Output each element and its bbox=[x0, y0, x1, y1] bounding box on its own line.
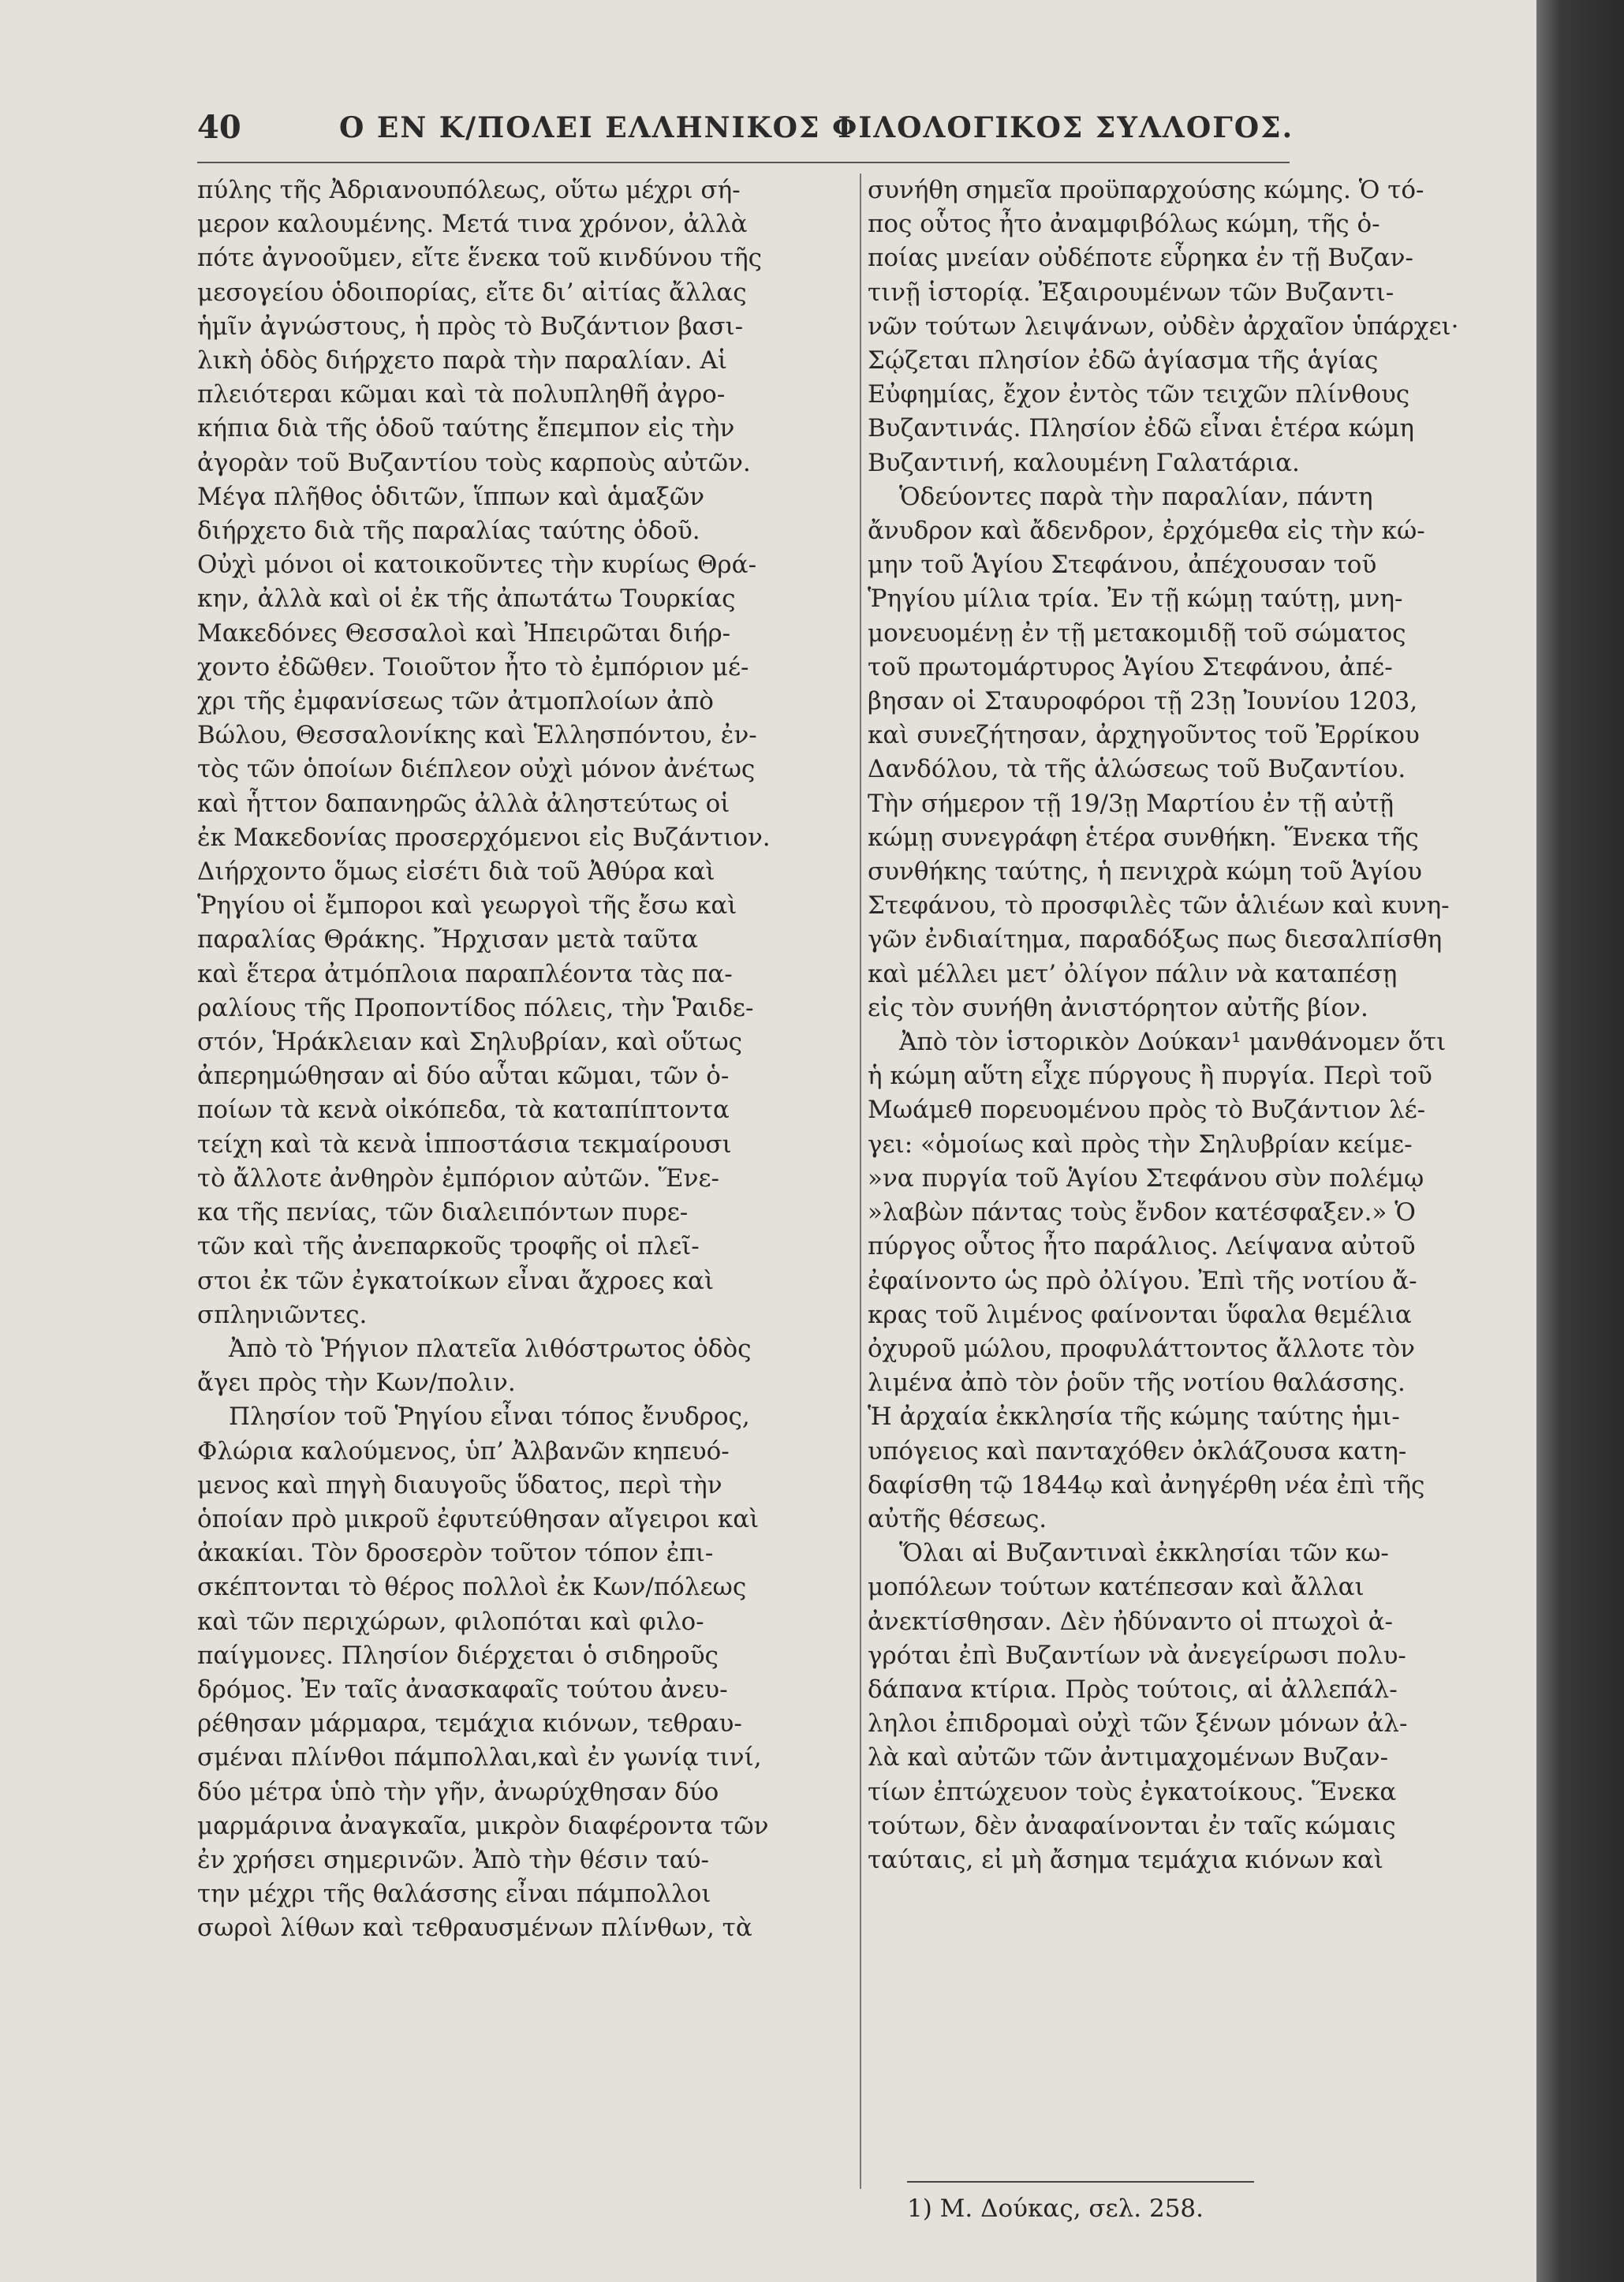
paragraph: Πλησίον τοῦ Ῥηγίου εἶναι τόπος ἔνυδρος, Φλώρια καλούμενος, ὑπ’ Ἀλβανῶν κηπευό- μενος καὶ πηγὴ διαυγοῦς ὕδατος, περὶ τὴν ὁποίαν πρὸ μικροῦ ἐφυτεύθησαν αἴγειροι καὶ ἀκακίαι. Τὸν δροσερὸν τοῦτον τόπον ἐπι- σκέπτονται τὸ θέρος πολλοὶ ἐκ Κων/πόλεως καὶ τῶν περιχώρων, φιλοπόται καὶ φιλο- παίγμονες. Πλησίον διέρχεται ὁ σιδηροῦς δρόμος. Ἐν ταῖς ἀνασκαφαῖς τούτου ἀνευ- ρέθησαν μάρμαρα, τεμάχια κιόνων, τεθραυ- σμέναι πλίνθοι πάμπολλαι,καὶ ἐν γωνίᾳ τινί, δύο μέτρα ὑπὸ τὴν γῆν, ἀνωρύχθησαν δύο μαρμάρινα ἀναγκαῖα, μικρὸν διαφέροντα τῶν ἐν χρήσει σημερινῶν. Ἀπὸ τὴν θέσιν ταύ- την μέχρι τῆς θαλάσσης εἶναι πάμπολλοι σωροὶ λίθων καὶ τεθραυσμένων πλίνθων, τὰ bbox=[197, 1402, 769, 1943]
paragraph: Ἀπὸ τὸ Ῥήγιον πλατεῖα λιθόστρωτος ὁδὸς ἄγει πρὸς τὴν Κων/πολιν. bbox=[197, 1334, 752, 1398]
page-header bbox=[197, 104, 1301, 151]
paragraph: συνήθη σημεῖα προϋπαρχούσης κώμης. Ὁ τό- πος οὗτος ἦτο ἀναμφιβόλως κώμη, τῆς ὁ- ποίας μνείαν οὐδέποτε εὗρηκα ἐν τῇ Βυζαν- τινῇ ἱστορίᾳ. Ἐξαιρουμένων τῶν Βυζαντι- νῶν τούτων λειψάνων, οὐδὲν ἀρχαῖον ὑπάρχει· Σῴζεται πλησίον ἐδῶ ἁγίασμα τῆς ἁγίας Εὐφημίας, ἔχον ἐντὸς τῶν τειχῶν πλίνθους Βυζαντινάς. Πλησίον ἐδῶ εἶναι ἑτέρα κώμη Βυζαντινή, καλουμένη Γαλατάρια. bbox=[868, 176, 1459, 477]
footnote: 1) Μ. Δούκας, σελ. 258. bbox=[907, 2194, 1204, 2223]
paragraph: πύλης τῆς Ἀδριανουπόλεως, οὕτω μέχρι σή- μερον καλουμένης. Μετά τινα χρόνον, ἀλλὰ πότε ἀγνοοῦμεν, εἴτε ἕνεκα τοῦ κινδύνου τῆς μεσογείου ὁδοιπορίας, εἴτε δι’ αἰτίας ἄλλας ἡμῖν ἀγνώστους, ἡ πρὸς τὸ Βυζάντιον βασι- λικὴ ὁδὸς διήρχετο παρὰ τὴν παραλίαν. Αἱ πλειότεραι κῶμαι καὶ τὰ πολυπληθῆ ἀγρο- κήπια διὰ τῆς ὁδοῦ ταύτης ἔπεμπον εἰς τὴν ἀγορὰν τοῦ Βυζαντίου τοὺς καρποὺς αὐτῶν. Μέγα πλῆθος ὁδιτῶν, ἵππων καὶ ἁμαξῶν διήρχετο διὰ τῆς παραλίας ταύτης ὁδοῦ. Οὐχὶ μόνοι οἱ κατοικοῦντες τὴν κυρίως Θρά- κην, ἀλλὰ καὶ οἱ ἐκ τῆς ἀπωτάτω Τουρκίας Μακεδόνες Θεσσαλοὶ καὶ Ἠπειρῶται διήρ- χοντο ἐδῶθεν. Τοιοῦτον ἦτο τὸ ἐμπόριον μέ- χρι τῆς ἐμφανίσεως τῶν ἀτμοπλοίων ἀπὸ Βώλου, Θεσσαλονίκης καὶ Ἑλλησπόντου, ἐν- τὸς τῶν ὁποίων διέπλεον οὐχὶ μόνον ἀνέτως καὶ ἧττον δαπανηρῶς ἀλλὰ ἀληστεύτως οἱ ἐκ Μακεδονίας προσερχόμενοι εἰς Βυζάντιον. Διήρχοντο ὅμως εἰσέτι διὰ τοῦ Ἀθύρα καὶ Ῥηγίου οἱ ἔμποροι καὶ γεωργοὶ τῆς ἔσω καὶ παραλίας Θράκης. Ἤρχισαν μετὰ ταῦτα καὶ ἕτερα ἀτμόπλοια παραπλέοντα τὰς πα- ραλίους τῆς Προποντίδος πόλεις, τὴν Ῥαιδε- στόν, Ἡράκλειαν καὶ Σηλυβρίαν, καὶ οὕτως ἀπερημώθησαν αἱ δύο αὗται κῶμαι, τῶν ὁ- ποίων τὰ κενὰ οἰκόπεδα, τὰ καταπίπτοντα τείχη καὶ τὰ κενὰ ἱπποστάσια τεκμαίρουσι τὸ ἄλλοτε ἀνθηρὸν ἐμπόριον αὐτῶν. Ἕνε- κα τῆς πενίας, τῶν διαλειπόντων πυρε- τῶν καὶ τῆς ἀνεπαρκοῦς τροφῆς οἱ πλεῖ- στοι ἐκ τῶν ἐγκατοίκων εἶναι ἄχροες καὶ σπληνιῶντες. bbox=[197, 176, 771, 1329]
running-head: Ο ΕΝ Κ/ΠΟΛΕΙ ΕΛΛΗΝΙΚΟΣ ΦΙΛΟΛΟΓΙΚΟΣ ΣΥΛΛΟΓΟΣ. bbox=[339, 111, 1294, 144]
left-column bbox=[197, 174, 852, 1946]
header-rule bbox=[197, 162, 1290, 163]
paragraph: Ὁδεύοντες παρὰ τὴν παραλίαν, πάντη ἄνυδρον καὶ ἄδενδρον, ἐρχόμεθα εἰς τὴν κώ- μην τοῦ Ἁγίου Στεφάνου, ἀπέχουσαν τοῦ Ῥηγίου μίλια τρία. Ἐν τῇ κώμῃ ταύτῃ, μνη- μονευομένῃ ἐν τῇ μετακομιδῇ τοῦ σώματος τοῦ πρωτομάρτυρος Ἁγίου Στεφάνου, ἀπέ- βησαν οἱ Σταυροφόροι τῇ 23ῃ Ἰουνίου 1203, καὶ συνεζήτησαν, ἀρχηγοῦντος τοῦ Ἐρρίκου Δανδόλου, τὰ τῆς ἁλώσεως τοῦ Βυζαντίου. Τὴν σήμερον τῇ 19/3ῃ Μαρτίου ἐν τῇ αὐτῇ κώμῃ συνεγράφη ἑτέρα συνθήκη. Ἕνεκα τῆς συνθήκης ταύτης, ἡ πενιχρὰ κώμη τοῦ Ἁγίου Στεφάνου, τὸ προσφιλὲς τῶν ἁλιέων καὶ κυνη- γῶν ἐνδιαίτημα, παραδόξως πως διεσαλπίσθη καὶ μέλλει μετ’ ὀλίγον πάλιν νὰ καταπέσῃ εἰς τὸν συνήθη ἀνιστόρητον αὐτῆς βίον. bbox=[868, 482, 1450, 1022]
column-divider bbox=[860, 174, 861, 2189]
paragraph: Ὅλαι αἱ Βυζαντιναὶ ἐκκλησίαι τῶν κω- μοπόλεων τούτων κατέπεσαν καὶ ἄλλαι ἀνεκτίσθησαν. Δὲν ἠδύναντο οἱ πτωχοὶ ἀ- γρόται ἐπὶ Βυζαντίων νὰ ἀνεγείρωσι πολυ- δάπανα κτίρια. Πρὸς τούτοις, αἱ ἀλλεπάλ- ληλοι ἐπιδρομαὶ οὐχὶ τῶν ξένων μόνων ἀλ- λὰ καὶ αὐτῶν τῶν ἀντιμαχομένων Βυζαν- τίων ἐπτώχευον τοὺς ἐγκατοίκους. Ἕνεκα τούτων, δὲν ἀναφαίνονται ἐν ταῖς κώμαις ταύταις, εἰ μὴ ἄσημα τεμάχια κιόνων καὶ bbox=[868, 1539, 1408, 1874]
paragraph: Ἀπὸ τὸν ἱστορικὸν Δούκαν¹ μανθάνομεν ὅτι ἡ κώμη αὕτη εἶχε πύργους ἢ πυργία. Περὶ τοῦ Μωάμεθ πορευομένου πρὸς τὸ Βυζάντιον λέ- γει: «ὁμοίως καὶ πρὸς τὴν Σηλυβρίαν κείμε- »να πυργία τοῦ Ἁγίου Στεφάνου σὺν πολέμῳ »λαβὼν πάντας τοὺς ἔνδον κατέσφαξεν.» Ὁ πύργος οὗτος ἦτο παράλιος. Λείψανα αὐτοῦ ἐφαίνοντο ὡς πρὸ ὀλίγου. Ἐπὶ τῆς νοτίου ἄ- κρας τοῦ λιμένος φαίνονται ὕφαλα θεμέλια ὀχυροῦ μώλου, προφυλάττοντος ἄλλοτε τὸν λιμένα ἀπὸ τὸν ῥοῦν τῆς νοτίου θαλάσσης. Ἡ ἀρχαία ἐκκλησία τῆς κώμης ταύτης ἡμι- υπόγειος καὶ πανταχόθεν ὀκλάζουσα κατη- δαφίσθη τῷ 1844ῳ καὶ ἀνηγέρθη νέα ἐπὶ τῆς αὐτῆς θέσεως. bbox=[868, 1028, 1447, 1533]
footnote-rule bbox=[907, 2181, 1254, 2183]
binding-edge bbox=[1536, 0, 1624, 2282]
right-column bbox=[868, 174, 1513, 1877]
page-number: 40 bbox=[197, 109, 241, 146]
